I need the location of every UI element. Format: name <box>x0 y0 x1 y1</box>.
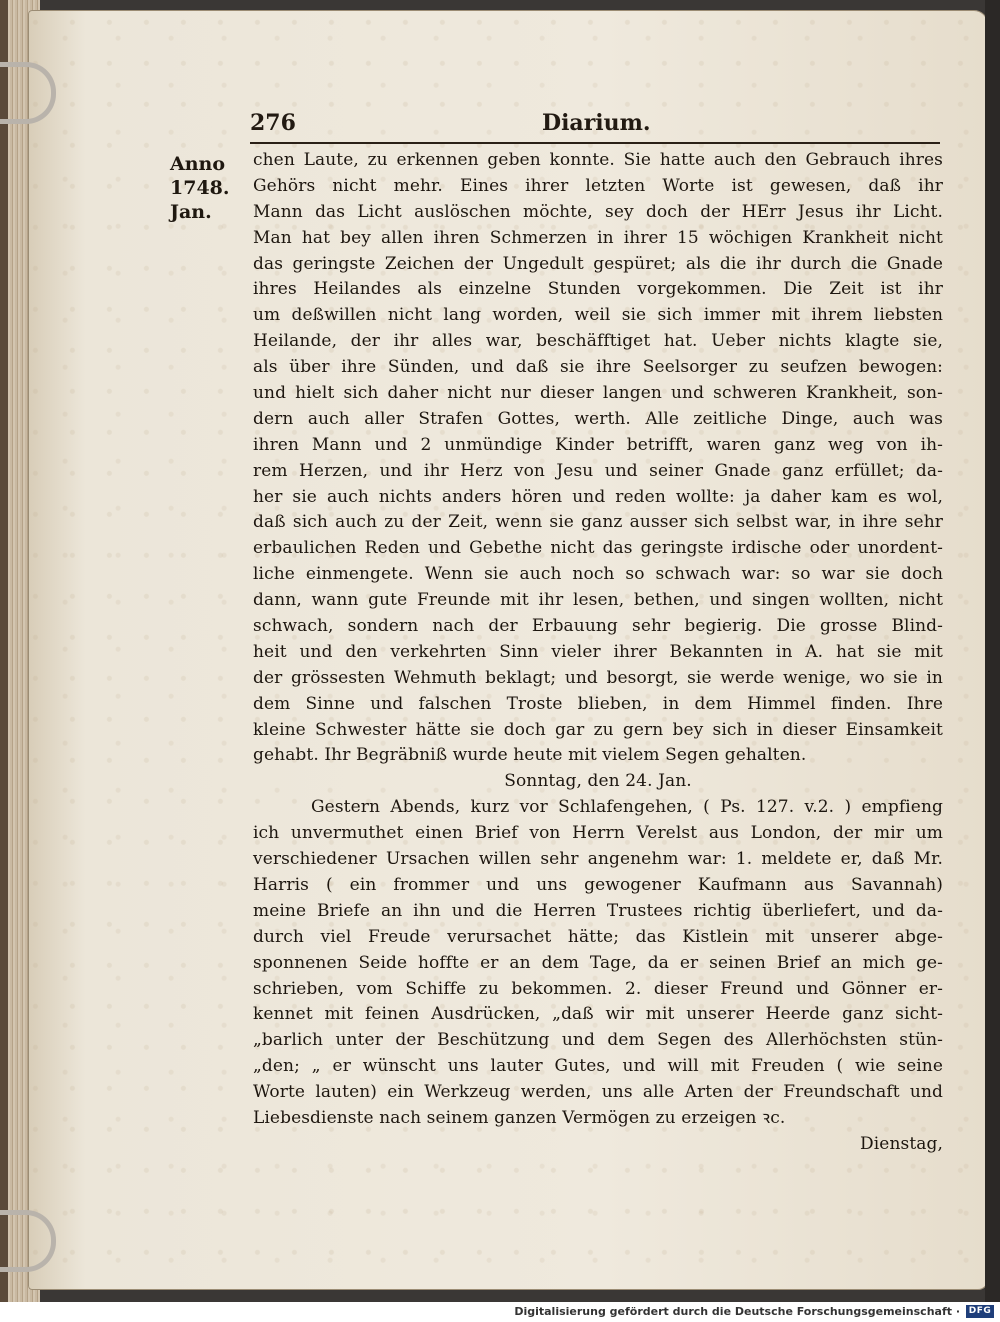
funding-credit: Digitalisierung gefördert durch die Deutsche Forschungsgemeinschaft · <box>514 1305 960 1318</box>
text-line: erbaulichen Reden und Gebethe nicht das geringste irdische oder unordent- <box>253 538 943 559</box>
text-line: das geringste Zeichen der Ungedult gespüret; als die ihr durch die Gnade <box>253 253 943 274</box>
text-line: ihres Heilandes als einzelne Stunden vorgekommen. Die Zeit ist ihr <box>253 279 943 300</box>
text-line: liche einmengete. Wenn sie auch noch so schwach war: so war sie doch <box>253 564 943 585</box>
text-line: Gehörs nicht mehr. Eines ihrer letzten Worte ist gewesen, daß ihr <box>253 175 943 196</box>
text-line: sponnenen Seide hoffte er an dem Tage, da er seinen Brief an mich ge- <box>253 952 943 973</box>
text-line: Gestern Abends, kurz vor Schlafengehen, ( Ps. 127. v.2. ) empfieng <box>311 797 943 818</box>
book-spine-edge <box>0 0 8 1302</box>
running-head <box>250 110 940 142</box>
footer-bar <box>0 1302 1000 1322</box>
text-line: und hielt sich daher nicht nur dieser langen und schweren Krankheit, son- <box>253 383 943 404</box>
section-heading: Sonntag, den 24. Jan. <box>504 771 692 792</box>
text-line: „barlich unter der Beschützung und dem Segen des Allerhöchsten stün- <box>253 1030 943 1051</box>
text-line: daß sich auch zu der Zeit, wenn sie ganz ausser sich selbst war, in ihre sehr <box>253 512 943 533</box>
catchword: Dienstag, <box>860 1133 943 1154</box>
text-line: her sie auch nichts anders hören und reden wollte: ja daher kam es wol, <box>253 486 943 507</box>
text-line: dern auch aller Strafen Gottes, werth. Alle zeitliche Dinge, auch was <box>253 408 943 429</box>
margin-note-line: 1748. <box>170 177 230 199</box>
running-title: Diarium. <box>542 110 651 136</box>
text-line: „den; „ er wünscht uns lauter Gutes, und will mit Freuden ( wie seine <box>253 1056 943 1077</box>
text-line: Worte lauten) ein Werkzeug werden, uns alle Arten der Freundschaft und <box>253 1082 943 1103</box>
text-line: heit und den verkehrten Sinn vieler ihrer Bekannten in A. hat sie mit <box>253 641 943 662</box>
text-line: durch viel Freude verursachet hätte; das Kistlein mit unserer abge- <box>253 926 943 947</box>
text-line: schwach, sondern nach der Erbauung sehr begierig. Die grosse Blind- <box>253 616 943 637</box>
body-text <box>253 148 943 1158</box>
text-line: kleine Schwester hätte sie doch gar zu gern bey sich in dieser Einsamkeit <box>253 719 943 740</box>
text-line: verschiedener Ursachen willen sehr angenehm war: 1. meldete er, daß Mr. <box>253 849 943 870</box>
scan-background-right <box>985 0 1000 1302</box>
binder-ring-icon <box>0 1210 56 1272</box>
header-rule <box>250 142 940 144</box>
text-line: Heilande, der ihr alles war, beschäfftiget hat. Ueber nichts klagte sie, <box>253 331 943 352</box>
binder-ring-icon <box>0 62 56 124</box>
margin-note-line: Jan. <box>170 201 212 223</box>
text-line: chen Laute, zu erkennen geben konnte. Sie hatte auch den Gebrauch ihres <box>253 150 943 170</box>
page-number: 276 <box>250 110 296 136</box>
dfg-logo-icon: DFG <box>966 1305 994 1318</box>
text-line: kennet mit feinen Ausdrücken, „daß wir mit unserer Heerde ganz sicht- <box>253 1004 943 1025</box>
text-line: gehabt. Ihr Begräbniß wurde heute mit vielem Segen gehalten. <box>253 745 807 766</box>
text-line: rem Herzen, und ihr Herz von Jesu und seiner Gnade ganz erfüllet; da- <box>253 460 943 481</box>
text-line: Harris ( ein frommer und uns gewogener Kaufmann aus Savannah) <box>253 874 943 895</box>
text-line: dem Sinne und falschen Troste blieben, in dem Himmel finden. Ihre <box>253 693 943 714</box>
text-line: schrieben, vom Schiffe zu bekommen. 2. dieser Freund und Gönner er- <box>253 978 943 999</box>
text-line: als über ihre Sünden, und daß sie ihre Seelsorger zu seufzen bewogen: <box>253 357 943 378</box>
text-line: der grössesten Wehmuth beklagt; und besorgt, sie werde wenige, wo sie in <box>253 667 943 688</box>
margin-note-line: Anno <box>170 153 226 175</box>
text-line: Mann das Licht auslöschen möchte, sey doch der HErr Jesus ihr Licht. <box>253 201 943 222</box>
text-line: um deßwillen nicht lang worden, weil sie sich immer mit ihrem liebsten <box>253 305 943 326</box>
text-line: meine Briefe an ihn und die Herren Trustees richtig überliefert, und da- <box>253 900 943 921</box>
text-line: Liebesdienste nach seinem ganzen Vermögen zu erzeigen ꝛc. <box>253 1107 786 1128</box>
text-line: ich unvermuthet einen Brief von Herrn Verelst aus London, der mir um <box>253 823 943 844</box>
text-line: dann, wann gute Freunde mit ihr lesen, bethen, und singen wollten, nicht <box>253 590 943 611</box>
text-line: Man hat bey allen ihren Schmerzen in ihrer 15 wöchigen Krankheit nicht <box>253 227 943 248</box>
margin-note <box>170 152 250 224</box>
text-line: ihren Mann und 2 unmündige Kinder betrifft, waren ganz weg von ih- <box>253 434 943 455</box>
